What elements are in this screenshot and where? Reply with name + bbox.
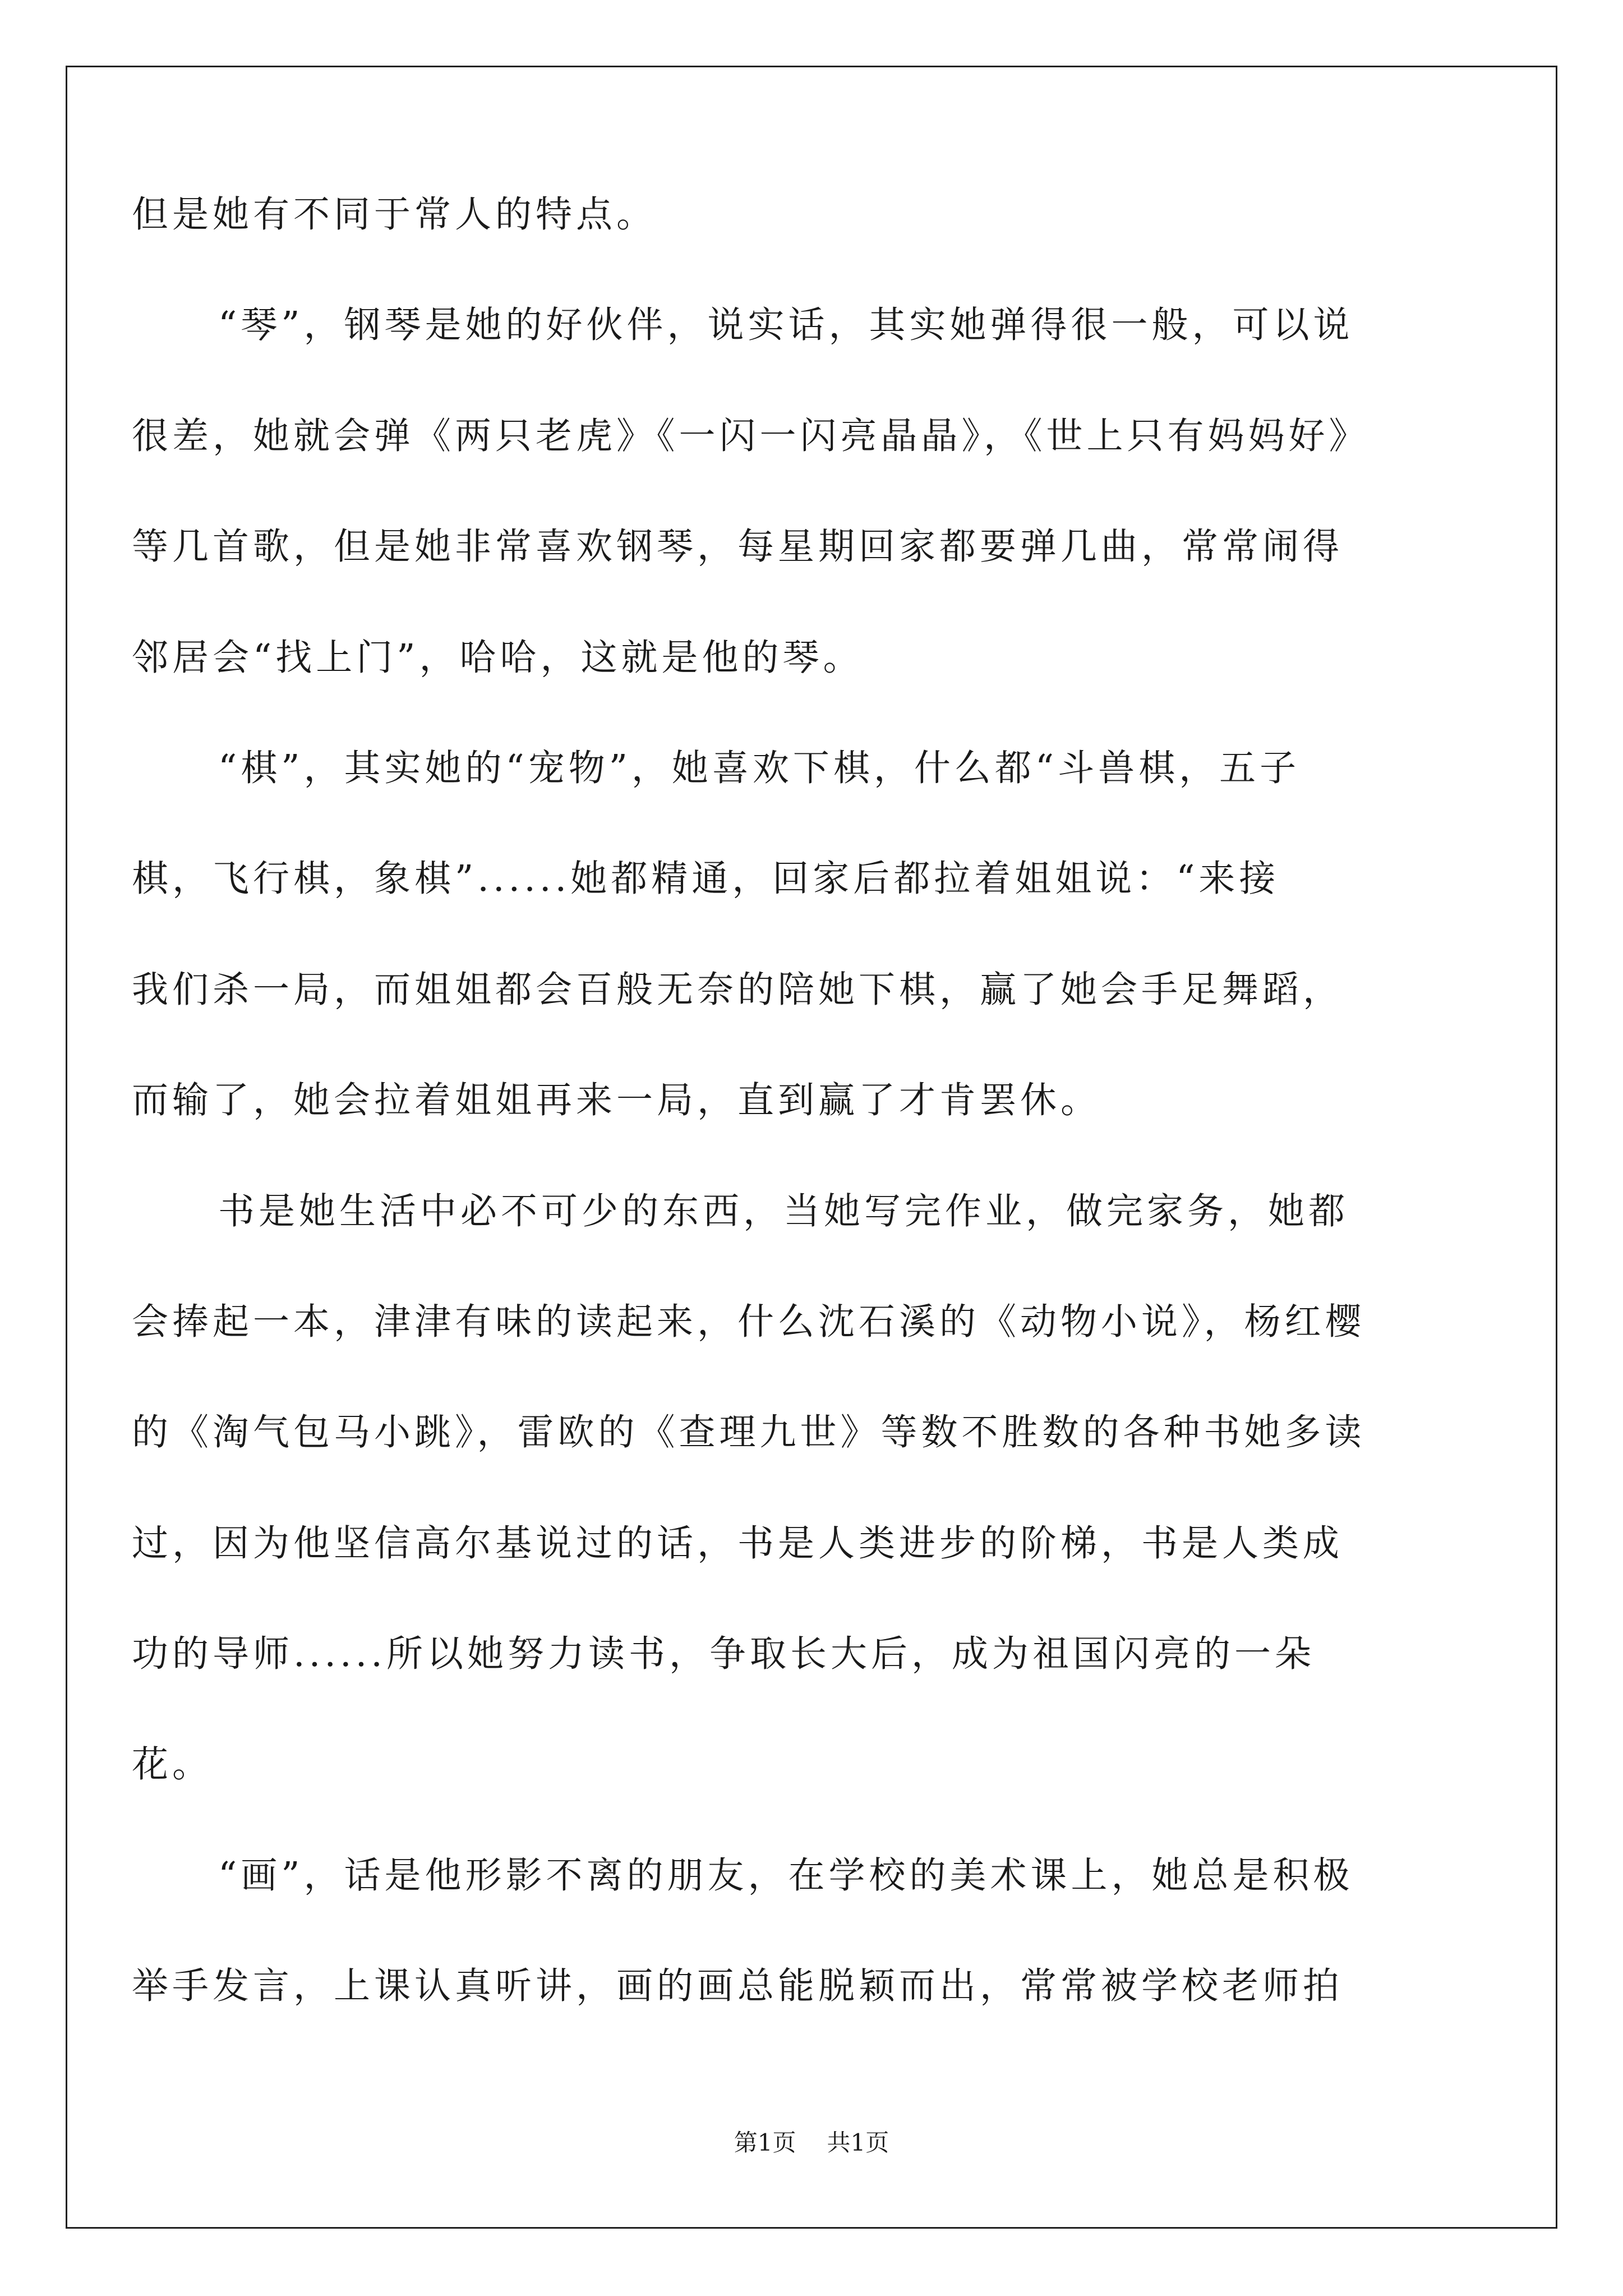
page-number-total: 共1页	[827, 2129, 889, 2156]
text-line: 等几首歌，但是她非常喜欢钢琴，每星期回家都要弹几曲，常常闹得	[132, 526, 1344, 568]
text-line: 但是她有不同于常人的特点。	[132, 194, 657, 236]
text-line: 棋，飞行棋，象棋”......她都精通，回家后都拉着姐姐说：“来接	[132, 858, 1280, 900]
text-line: 邻居会“找上门”，哈哈，这就是他的琴。	[132, 636, 864, 679]
text-line: 过，因为他坚信高尔基说过的话，书是人类进步的阶梯，书是人类成	[132, 1522, 1344, 1565]
page-number-current: 第1页	[734, 2129, 796, 2156]
text-line: 举手发言，上课认真听讲，画的画总能脱颖而出，常常被学校老师拍	[132, 1965, 1344, 2008]
text-line: “棋”，其实她的“宠物”，她喜欢下棋，什么都“斗兽棋，五子	[218, 747, 1301, 789]
text-line: 而输了，她会拉着姐姐再来一局，直到赢了才肯罢休。	[132, 1079, 1101, 1122]
text-line: 的《淘气包马小跳》，雷欧的《查理九世》等数不胜数的各种书她多读	[132, 1411, 1366, 1454]
text-line: 功的导师......所以她努力读书，争取长大后，成为祖国闪亮的一朵	[132, 1633, 1315, 1676]
text-line: “琴”，钢琴是她的好伙伴，说实话，其实她弹得很一般，可以说	[218, 304, 1354, 347]
text-line: “画”，话是他形影不离的朋友，在学校的美术课上，她总是积极	[218, 1854, 1354, 1897]
text-line: 很差，她就会弹《两只老虎》《一闪一闪亮晶晶》，《世上只有妈妈好》	[132, 415, 1370, 457]
text-line: 会捧起一本，津津有味的读起来，什么沈石溪的《动物小说》，杨红樱	[132, 1300, 1366, 1343]
text-line: 书是她生活中必不可少的东西，当她写完作业，做完家务，她都	[218, 1190, 1349, 1232]
text-line: 我们杀一局，而姐姐都会百般无奈的陪她下棋，赢了她会手足舞蹈，	[132, 968, 1344, 1011]
page-footer	[0, 2124, 1623, 2158]
document-body	[132, 196, 1495, 2079]
text-line: 花。	[132, 1743, 213, 1786]
